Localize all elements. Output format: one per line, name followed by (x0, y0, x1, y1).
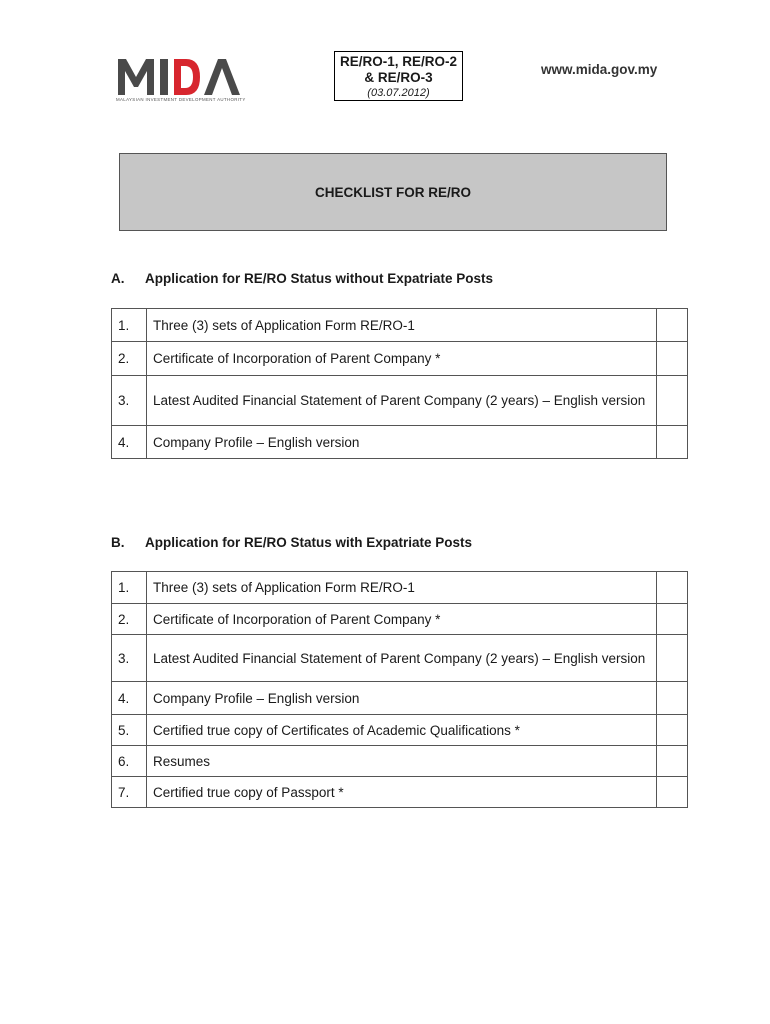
checkbox-cell[interactable] (657, 635, 688, 682)
checkbox-cell[interactable] (657, 746, 688, 777)
form-date: (03.07.2012) (367, 87, 430, 99)
section-a-letter: A. (111, 271, 125, 286)
item-number: 7. (112, 777, 147, 808)
table-row (112, 715, 688, 746)
table-row (112, 682, 688, 715)
page-title: CHECKLIST FOR RE/RO (314, 184, 471, 200)
item-description: Latest Audited Financial Statement of Parent Company (2 years) – English version (147, 376, 657, 426)
item-description: Three (3) sets of Application Form RE/RO-1 (147, 572, 657, 604)
item-description: Company Profile – English version (147, 426, 657, 459)
table-row (112, 635, 688, 682)
checkbox-cell[interactable] (657, 682, 688, 715)
checkbox-cell[interactable] (657, 572, 688, 604)
item-description: Certificate of Incorporation of Parent Company * (147, 342, 657, 376)
form-code-box (334, 51, 463, 101)
section-a-title: Application for RE/RO Status without Expatriate Posts (145, 271, 494, 286)
section-b-letter: B. (111, 535, 125, 550)
item-description: Three (3) sets of Application Form RE/RO-1 (147, 309, 657, 342)
checkbox-cell[interactable] (657, 309, 688, 342)
checkbox-cell[interactable] (657, 342, 688, 376)
table-row (112, 572, 688, 604)
item-description: Company Profile – English version (147, 682, 657, 715)
section-b-table (111, 571, 688, 808)
item-number: 4. (112, 682, 147, 715)
section-a-table (111, 308, 688, 459)
item-number: 5. (112, 715, 147, 746)
item-description: Resumes (147, 746, 657, 777)
table-row (112, 604, 688, 635)
form-code-line2: & RE/RO-3 (364, 70, 433, 85)
item-number: 3. (112, 376, 147, 426)
checkbox-cell[interactable] (657, 715, 688, 746)
table-row (112, 376, 688, 426)
item-description: Certified true copy of Certificates of Academic Qualifications * (147, 715, 657, 746)
checkbox-cell[interactable] (657, 376, 688, 426)
checkbox-cell[interactable] (657, 777, 688, 808)
checkbox-cell[interactable] (657, 426, 688, 459)
section-a-heading (111, 271, 493, 286)
item-number: 3. (112, 635, 147, 682)
logo-tagline: MALAYSIAN INVESTMENT DEVELOPMENT AUTHORITY (116, 97, 246, 102)
section-b-heading (111, 535, 472, 550)
item-number: 2. (112, 604, 147, 635)
table-row (112, 309, 688, 342)
section-b-title: Application for RE/RO Status with Expatriate Posts (145, 535, 473, 550)
table-row (112, 746, 688, 777)
title-box (119, 153, 667, 231)
mida-logo (116, 55, 248, 105)
item-number: 2. (112, 342, 147, 376)
item-number: 4. (112, 426, 147, 459)
website-url: www.mida.gov.my (541, 62, 658, 77)
item-number: 1. (112, 309, 147, 342)
table-row (112, 777, 688, 808)
item-description: Certificate of Incorporation of Parent Company * (147, 604, 657, 635)
item-description: Certified true copy of Passport * (147, 777, 657, 808)
table-row (112, 426, 688, 459)
table-row (112, 342, 688, 376)
checkbox-cell[interactable] (657, 604, 688, 635)
item-number: 6. (112, 746, 147, 777)
item-description: Latest Audited Financial Statement of Parent Company (2 years) – English version (147, 635, 657, 682)
form-code-line1: RE/RO-1, RE/RO-2 (339, 54, 458, 69)
item-number: 1. (112, 572, 147, 604)
